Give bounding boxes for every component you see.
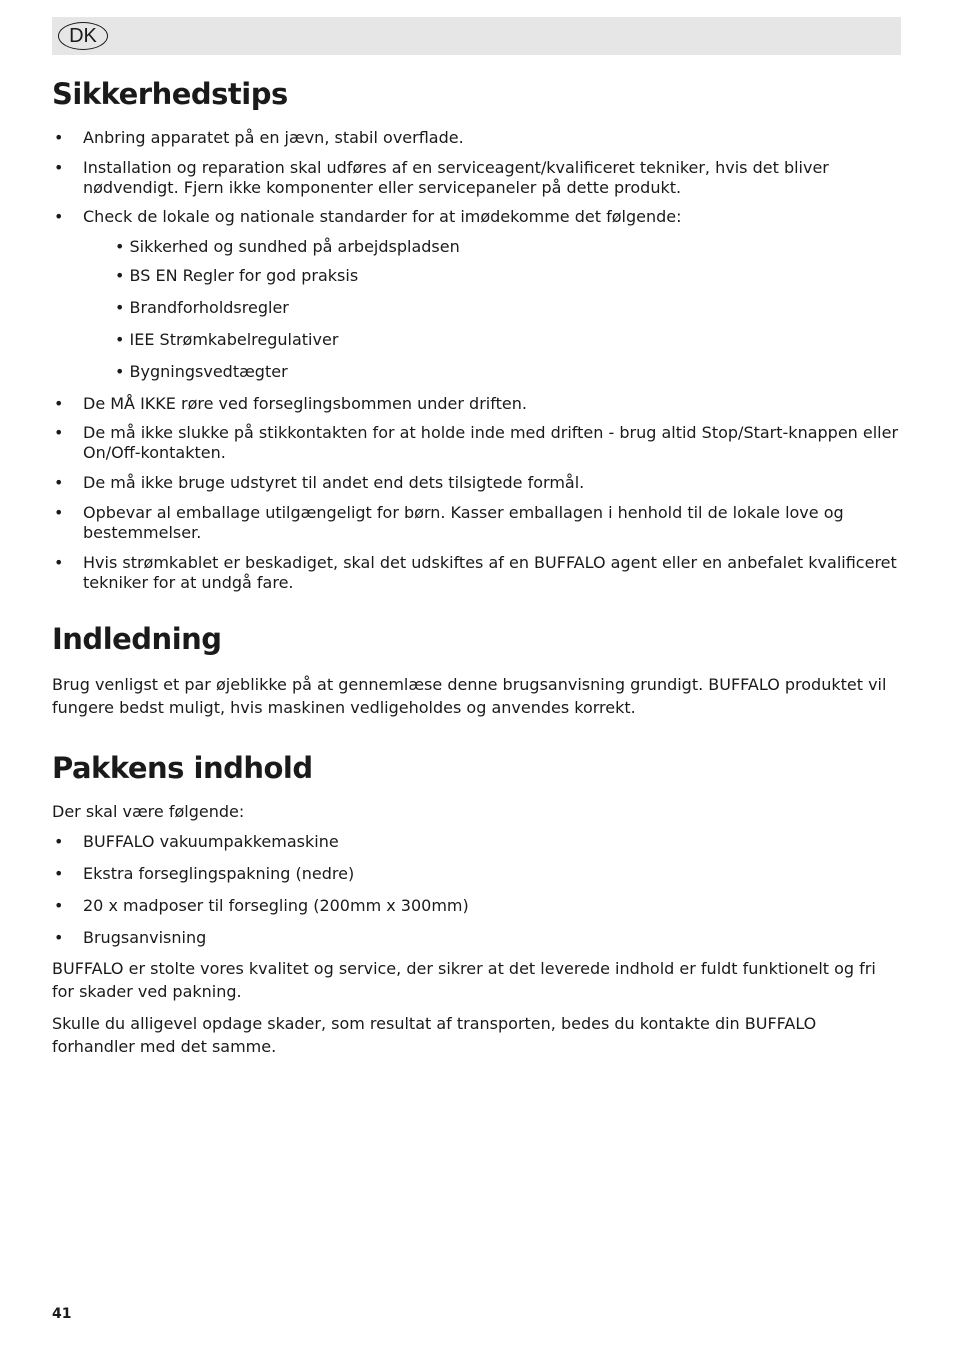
quality-paragraph: BUFFALO er stolte vores kvalitet og service, der sikrer at det leverede indhold er fuldt funktionelt og fri for skader ved pakning. (52, 959, 876, 1001)
list-item-text: Check de lokale og nationale standarder for at imødekomme det følgende: (83, 207, 682, 226)
page-number: 41 (52, 1306, 72, 1322)
bullet: • (54, 503, 64, 522)
intro-paragraph: Brug venligst et par øjeblikke på at gennemlæse denne brugsanvisning grundigt. BUFFALO produktet vil fungere bedst muligt, hvis maskinen vedligeholdes og anvendes korrekt. (52, 675, 887, 717)
list-item-text: Installation og reparation skal udføres af en serviceagent/kvalificeret tekniker, hvis det bliver nødvendigt. Fjern ikke komponenter eller servicepaneler på dette produkt. (83, 158, 829, 197)
regulations-sublist (52, 237, 902, 394)
list-item-text: Hvis strømkablet er beskadiget, skal det udskiftes af en BUFFALO agent eller en anbefalet kvalificeret tekniker for at undgå fare. (83, 553, 897, 592)
list-item-text: Brugsanvisning (83, 928, 207, 947)
list-item (52, 864, 902, 884)
bullet: • (54, 832, 64, 851)
damage-paragraph: Skulle du alligevel opdage skader, som resultat af transporten, bedes du kontakte din BUFFALO forhandler med det samme. (52, 1014, 817, 1056)
list-item-text: Anbring apparatet på en jævn, stabil overflade. (83, 128, 464, 147)
sublist-item: • Bygningsvedtægter (115, 362, 288, 381)
bullet: • (54, 928, 64, 947)
list-item (52, 207, 902, 227)
list-item (52, 394, 902, 414)
sublist-item: • BS EN Regler for god praksis (115, 266, 359, 285)
list-item-text: De MÅ IKKE røre ved forseglingsbommen under driften. (83, 394, 527, 413)
bullet: • (54, 896, 64, 915)
bullet: • (54, 207, 64, 226)
sublist-item: • IEE Strømkabelregulativer (115, 330, 339, 349)
section-title-safety: Sikkerhedstips (52, 77, 288, 111)
safety-list-continued (52, 394, 902, 593)
sublist-item: • Brandforholdsregler (115, 298, 289, 317)
page-content (52, 72, 902, 1058)
bullet: • (54, 394, 64, 413)
bullet: • (54, 864, 64, 883)
list-item-text: Ekstra forseglingspakning (nedre) (83, 864, 355, 883)
list-item (52, 553, 902, 593)
list-item (52, 896, 902, 916)
bullet: • (54, 473, 64, 492)
list-item-text: Opbevar al emballage utilgængeligt for børn. Kasser emballagen i henhold til de lokale love og bestemmelser. (83, 503, 844, 542)
list-item (52, 158, 902, 198)
list-item (52, 473, 902, 493)
language-badge: DK (58, 22, 108, 50)
package-lead: Der skal være følgende: (52, 802, 245, 821)
list-item (52, 423, 902, 463)
bullet: • (54, 553, 64, 572)
bullet: • (54, 423, 64, 442)
list-item-text: De må ikke slukke på stikkontakten for at holde inde med driften - brug altid Stop/Start-knappen eller On/Off-kontakten. (83, 423, 899, 462)
sublist-item: • Sikkerhed og sundhed på arbejdspladsen (115, 237, 460, 256)
language-header-bar (52, 17, 901, 55)
list-item-text: BUFFALO vakuumpakkemaskine (83, 832, 339, 851)
list-item-text: De må ikke bruge udstyret til andet end dets tilsigtede formål. (83, 473, 585, 492)
section-title-intro: Indledning (52, 622, 222, 656)
list-item-text: 20 x madposer til forsegling (200mm x 300mm) (83, 896, 469, 915)
bullet: • (54, 128, 64, 147)
bullet: • (54, 158, 64, 177)
section-title-package: Pakkens indhold (52, 751, 313, 785)
list-item (52, 503, 902, 543)
list-item (52, 832, 902, 852)
list-item (52, 928, 902, 948)
list-item (52, 128, 902, 148)
package-list (52, 832, 902, 948)
safety-list (52, 128, 902, 227)
